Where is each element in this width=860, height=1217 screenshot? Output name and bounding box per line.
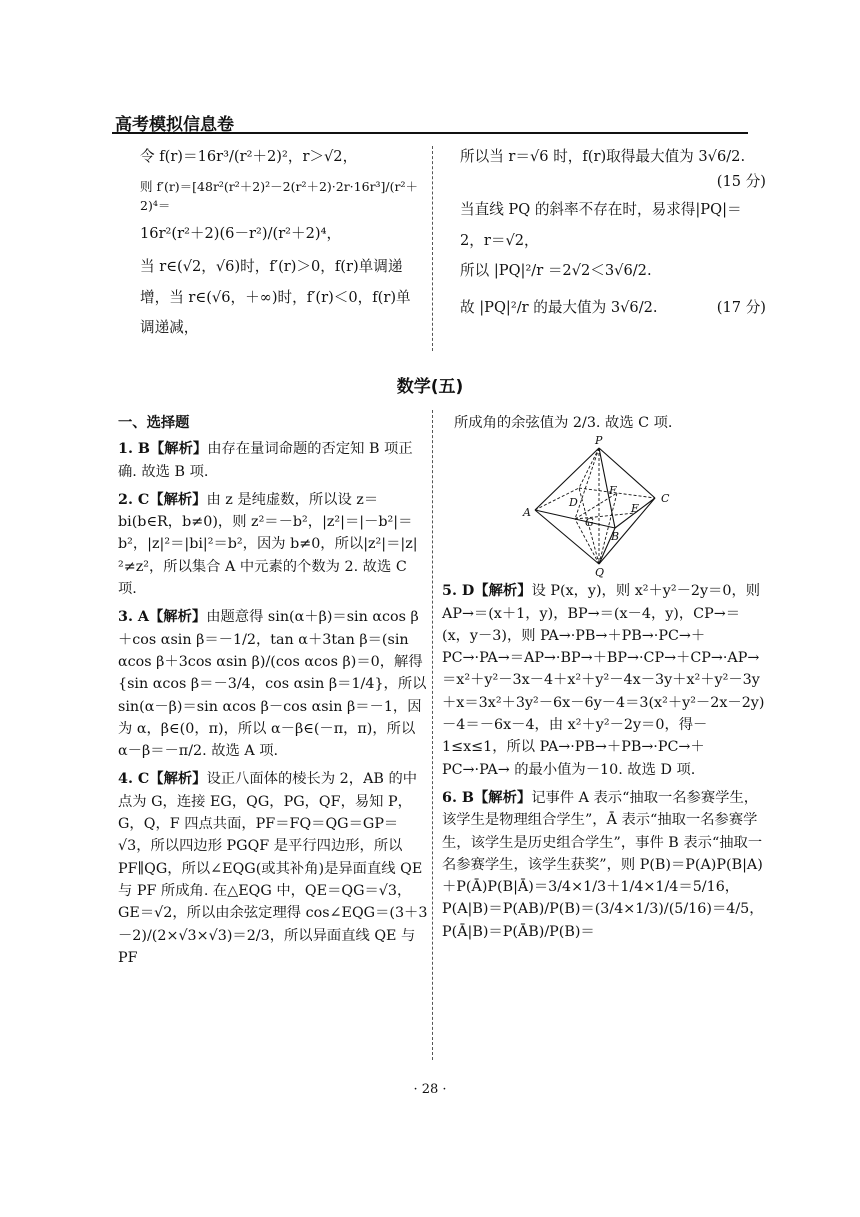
bottom-left-column — [118, 412, 428, 969]
vertex-label-D: D — [569, 496, 578, 510]
answer-head: 6. B【解析】 — [442, 789, 532, 806]
answer-text: 由题意得 sin(α＋β)＝sin αcos β＋cos αsin β＝－1/2，tan α＋3tan β＝(sin αcos β＋3cos αsin β)/(cos αcos β)＝0，解得 {sin αcos β＝－3/4，cos αsin β＝1/4}，所以 sin(α－β)＝sin αcos β－cos αsin β＝－1，因为 α，β∈(0，π)，所以 α－β∈(－π，π)，所以 α－β＝－π/2. 故选 A 项. — [118, 609, 427, 760]
solution-line: 当 r∈(√2，√6)时，f′(r)＞0，f(r)单调递 — [140, 257, 403, 275]
solution-line — [460, 297, 766, 320]
vertex-label-Q: Q — [595, 566, 605, 580]
vertex-label-F: F — [609, 484, 617, 498]
vertex-label-P: P — [595, 434, 603, 448]
vertex-label-E: E — [631, 502, 640, 516]
header-divider — [112, 132, 748, 134]
section-title: 数学(五) — [396, 377, 464, 397]
section-heading: 一、选择题 — [118, 415, 190, 431]
solution-line: 所以 |PQ|²/r ＝2√2＜3√6/2. — [460, 262, 652, 280]
score-text: (17 分) — [716, 299, 766, 317]
vertex-label-A: A — [523, 506, 531, 520]
solution-line: 当直线 PQ 的斜率不存在时，易求得|PQ|＝ — [460, 201, 742, 219]
score-marker — [460, 171, 766, 194]
answer-item-4 — [118, 768, 428, 969]
top-left-column — [140, 146, 425, 340]
answer-text: 记事件 A 表示“抽取一名参赛学生，该学生是物理组合学生”，Ā 表示“抽取一名参赛学生，该学生是历史组合学生”，事件 B 表示“抽取一名参赛学生，该学生获奖”，则 P(B)＝P(A)P(B|A)＋P(Ā)P(B|Ā)＝3/4×1/3＋1/4×1/4＝5/16，P(A|B)＝P(AB)/P(B)＝(3/4×1/3)/(5/16)＝4/5，P(Ā|B)＝P(ĀB)/P(B)＝ — [442, 789, 764, 940]
column-divider — [432, 410, 433, 1060]
answer-head: 4. C【解析】 — [118, 771, 207, 788]
octahedron-diagram — [507, 434, 687, 580]
answer-item-1 — [118, 438, 428, 483]
vertex-label-B: B — [611, 530, 620, 544]
answer-text: 设 P(x，y)，则 x²＋y²－2y＝0，则 AP→＝(x＋1，y)，BP→＝(x－4，y)，CP→＝(x，y－3)，则 PA→·PB→＋PB→·PC→＋PC→·PA→＝AP→·BP→＋BP→·CP→＋CP→·AP→＝x²＋y²－3x－4＋x²＋y²－4x－3y＋x²＋y²－3y＋x＝3x²＋3y²－6x－6y－4＝3(x²＋y²－2x－2y)－4＝－6x－4，由 x²＋y²－2y＝0，得－1≤x≤1，所以 PA→·PB→＋PB→·PC→＋PC→·PA→ 的最小值为－10. 故选 D 项. — [442, 583, 765, 778]
solution-line: 令 f(r)＝16r³/(r²＋2)²，r＞√2， — [140, 148, 358, 165]
answer-head: 3. A【解析】 — [118, 609, 207, 626]
answer-text: 由存在量词命题的否定知 B 项正确. 故选 B 项. — [118, 441, 413, 480]
column-divider — [432, 146, 433, 351]
answer-text: 由 z 是纯虚数，所以设 z＝bi(b∈R，b≠0)，则 z²＝－b²，|z²|＝|－b²|＝b²，|z|²＝|bi|²＝b²，因为 b≠0，所以|z²|＝|z|²≠z²，所以集合 A 中元素的个数为 2. 故选 C 项. — [118, 491, 418, 598]
octahedron-figure — [507, 440, 687, 570]
answer-head: 5. D【解析】 — [442, 583, 532, 600]
solution-line: 则 f′(r)＝[48r²(r²＋2)²－2(r²＋2)·2r·16r³]/(r²＋2)⁴＝ — [140, 178, 419, 213]
answer-item-6 — [442, 787, 767, 943]
answer-item-2 — [118, 489, 428, 600]
top-right-column — [460, 146, 766, 320]
solution-line: 增，当 r∈(√6，＋∞)时，f′(r)＜0，f(r)单 — [140, 288, 411, 306]
answer-item-5 — [442, 580, 767, 781]
page-number: · 28 · — [413, 1082, 447, 1097]
solution-text: 故 |PQ|²/r 的最大值为 3√6/2. — [460, 299, 658, 317]
answer-text: 设正八面体的棱长为 2，AB 的中点为 G，连接 EG，QG，PG，QF，易知 P，G，Q，F 四点共面，PF＝FQ＝QG＝GP＝√3，所以四边形 PGQF 是平行四边形，所以 PF∥QG，所以∠EQG(或其补角)是异面直线 QE 与 PF 所成角. 在△EQG 中，QE＝QG＝√3，GE＝√2，所以由余弦定理得 cos∠EQG＝(3＋3－2)/(2×√3×√3)＝2/3，所以异面直线 QE 与 PF — [118, 771, 428, 966]
solution-line: 16r²(r²＋2)(6－r²)/(r²＋2)⁴， — [140, 225, 342, 243]
answer-item-3 — [118, 606, 428, 762]
answer-head: 2. C【解析】 — [118, 491, 207, 508]
bottom-right-column — [442, 412, 767, 943]
answer-text: 所成角的余弦值为 2/3. 故选 C 项. — [454, 415, 673, 431]
answer-head: 1. B【解析】 — [118, 441, 208, 458]
solution-line: 调递减， — [140, 319, 199, 337]
vertex-label-C: C — [661, 492, 670, 506]
vertex-label-G: G — [585, 516, 594, 530]
score-text: (15 分) — [716, 172, 766, 190]
solution-line: 2，r＝√2， — [460, 231, 539, 249]
page-header-title: 高考模拟信息卷 — [115, 115, 234, 135]
solution-line: 所以当 r＝√6 时，f(r)取得最大值为 3√6/2. — [460, 148, 746, 165]
